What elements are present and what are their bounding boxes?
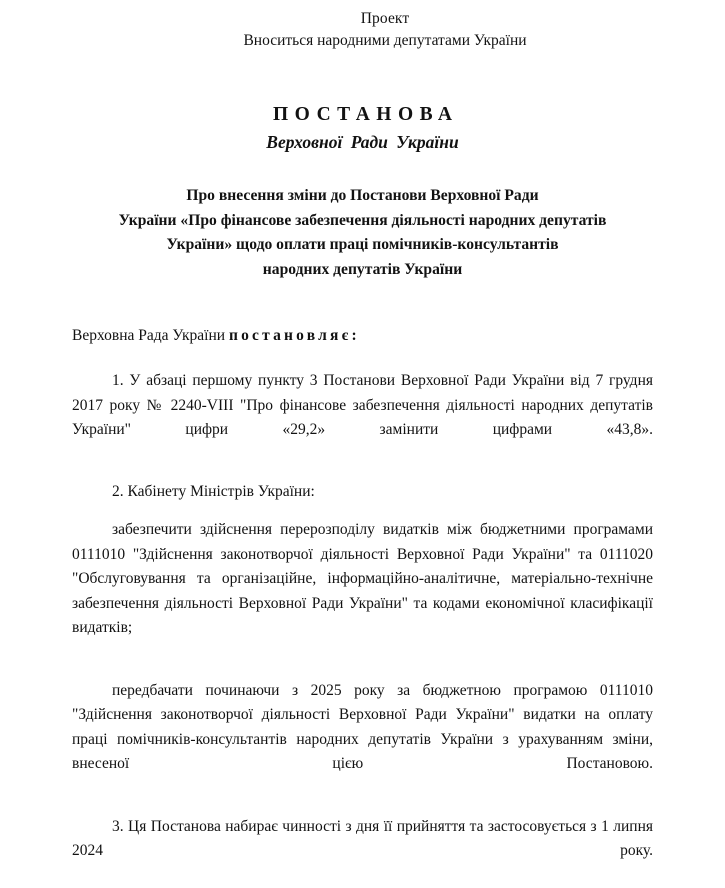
subject-line-4: народних депутатів України bbox=[85, 258, 641, 283]
subject-line-2: України «Про фінансове забезпечення діяльності народних депутатів bbox=[85, 209, 641, 234]
title-block bbox=[0, 102, 725, 155]
header-line-submitted-by: Вноситься народними депутатами України bbox=[45, 30, 725, 52]
paragraph-2-item-2: передбачати починаючи з 2025 року за бюджетною програмою 0111010 "Здійснення законотворчої діяльності Верховної Ради України" видатки на оплату праці помічників-консультантів народних депутатів України з урахуванням зміни, внесеної цією Постановою. bbox=[72, 679, 653, 802]
header-line-project: Проект bbox=[45, 8, 725, 30]
paragraph-2-item-1: забезпечити здійснення перерозподілу видатків між бюджетними програмами 0111010 "Здійснення законотворчої діяльності Верховної Ради України" та 0111020 "Обслуговування та організаційне, інформаційно-аналітичне, матеріально-технічне забезпечення діяльності Верховної Ради України" та кодами економічної класифікації видатків; bbox=[72, 518, 653, 666]
document-body bbox=[72, 369, 653, 888]
document-subject bbox=[85, 184, 641, 282]
paragraph-3: 3. Ця Постанова набирає чинності з дня її прийняття та застосовується з 1 липня 2024 року. bbox=[72, 815, 653, 888]
subject-line-1: Про внесення зміни до Постанови Верховної Ради bbox=[85, 184, 641, 209]
document-header bbox=[45, 0, 725, 52]
subject-line-3: України» щодо оплати праці помічників-консультантів bbox=[85, 233, 641, 258]
document-title-authority: Верховної Ради України bbox=[0, 129, 725, 155]
document-title: ПОСТАНОВА bbox=[0, 102, 725, 128]
paragraph-2: 2. Кабінету Міністрів України: bbox=[72, 480, 653, 505]
enacting-clause bbox=[72, 324, 725, 348]
enacting-verb: постановляє: bbox=[229, 327, 360, 344]
paragraph-1: 1. У абзаці першому пункту 3 Постанови Верховної Ради України від 7 грудня 2017 року № 2240-VIII "Про фінансове забезпечення діяльності народних депутатів України" цифри «29,2» замінити цифрами «43,8». bbox=[72, 369, 653, 467]
enacting-lead: Верховна Рада України bbox=[72, 327, 229, 344]
